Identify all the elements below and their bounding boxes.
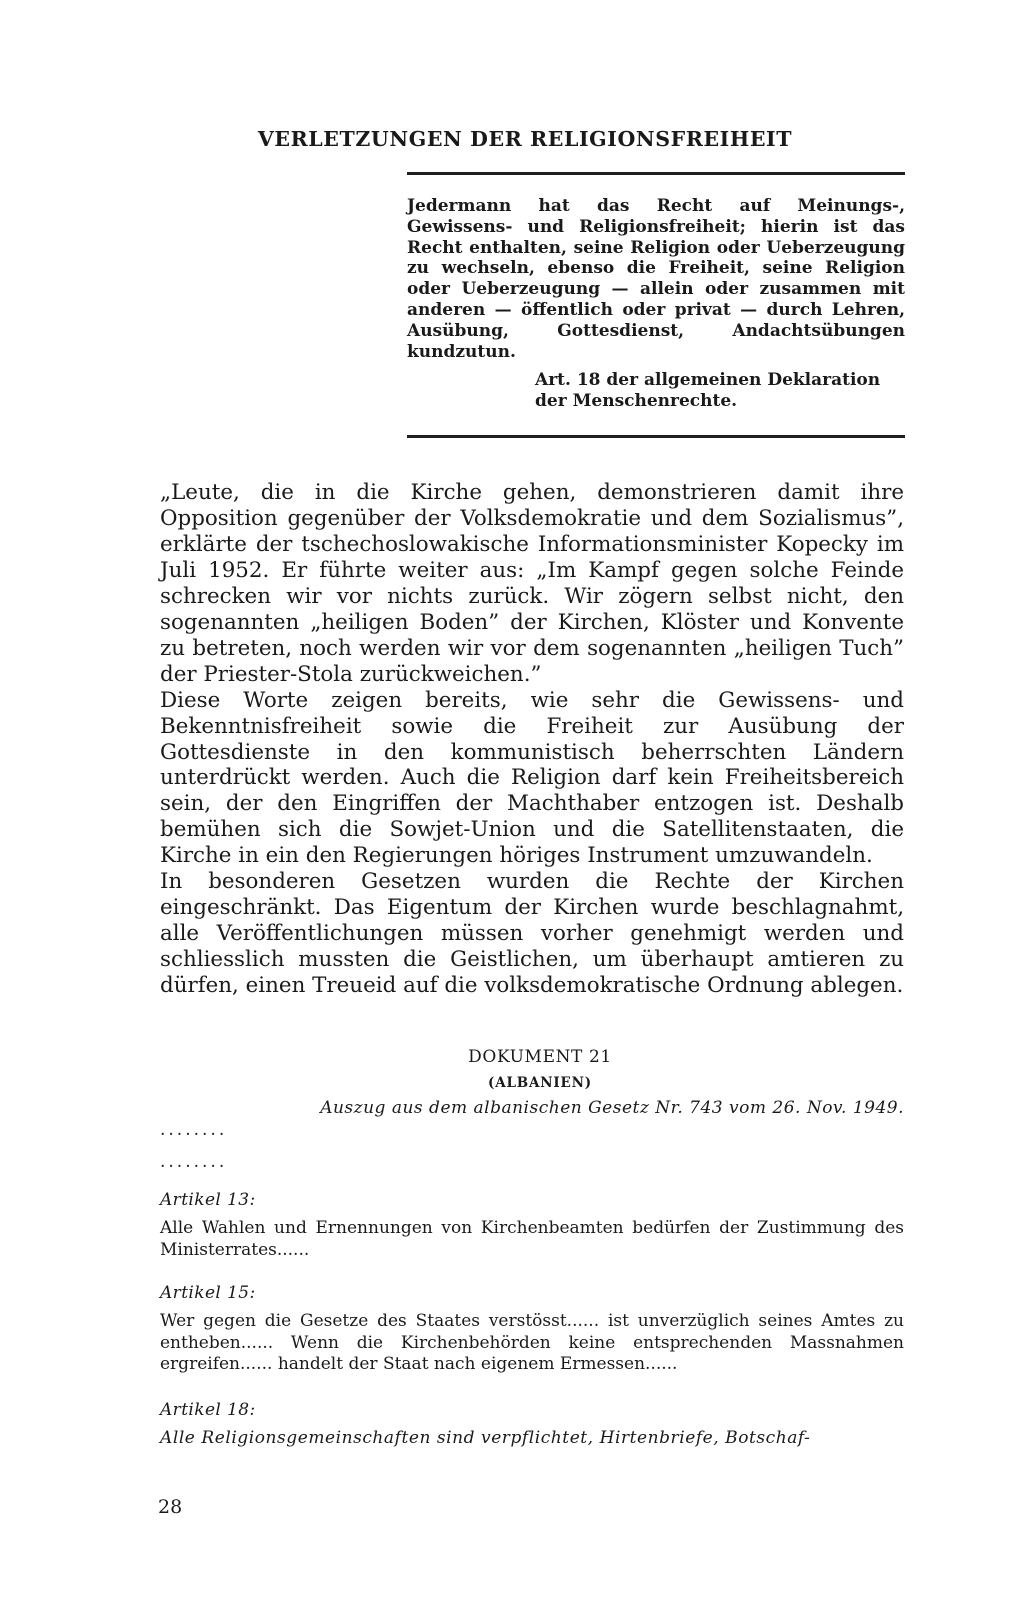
ellipsis-line-1: ........ bbox=[160, 1120, 228, 1140]
article-18-heading: Artikel 18: bbox=[160, 1400, 256, 1420]
body-text bbox=[160, 480, 904, 999]
motto-source-line-2: der Menschenrechte. bbox=[535, 390, 738, 411]
article-13-text: Alle Wahlen und Ernennungen von Kirchenbeamten bedürfen der Zustimmung des Ministerrates...... bbox=[160, 1218, 904, 1260]
page-number: 28 bbox=[158, 1496, 183, 1518]
document-heading: DOKUMENT 21 bbox=[468, 1047, 612, 1067]
motto-quote: Jedermann hat das Recht auf Meinungs-, Gewissens- und Religionsfreiheit; hierin ist das Recht enthalten, seine Religion oder Ueberzeugung zu wechseln, ebenso die Freiheit, seine Religion oder Ueberzeugung — allein oder zusammen mit anderen — öffentlich oder privat — durch Lehren, Ausübung, Gottesdienst, Andachtsübungen kundzutun. bbox=[407, 196, 905, 362]
article-13-heading: Artikel 13: bbox=[160, 1190, 256, 1210]
section-title: VERLETZUNGEN DER RELIGIONSFREIHEIT bbox=[257, 127, 793, 151]
article-15-heading: Artikel 15: bbox=[160, 1283, 256, 1303]
article-18-text: Alle Religionsgemeinschaften sind verpflichtet, Hirtenbriefe, Botschaf- bbox=[160, 1428, 811, 1448]
document-excerpt-caption: Auszug aus dem albanischen Gesetz Nr. 743 vom 26. Nov. 1949. bbox=[320, 1098, 904, 1118]
document-country: (ALBANIEN) bbox=[488, 1075, 592, 1091]
motto-source-line-1: Art. 18 der allgemeinen Deklaration bbox=[535, 370, 881, 390]
motto-bottom-rule bbox=[407, 435, 905, 438]
body-paragraph-3: In besonderen Gesetzen wurden die Rechte der Kirchen eingeschränkt. Das Eigentum der Kirchen wurde beschlagnahmt, alle Veröffentlichungen müssen vorher genehmigt werden und schliesslich mussten die Geistlichen, um überhaupt amtieren zu dürfen, einen Treueid auf die volksdemokratische Ordnung ablegen. bbox=[160, 869, 904, 999]
ellipsis-line-2: ........ bbox=[160, 1152, 228, 1172]
motto-top-rule bbox=[407, 172, 905, 175]
motto-source bbox=[535, 370, 905, 412]
article-15-text: Wer gegen die Gesetze des Staates verstösst...... ist unverzüglich seines Amtes zu entheben...... Wenn die Kirchenbehörden keine entsprechenden Massnahmen ergreifen...... handelt der Staat nach eigenem Ermessen...... bbox=[160, 1311, 904, 1374]
body-paragraph-2: Diese Worte zeigen bereits, wie sehr die Gewissens- und Bekenntnisfreiheit sowie die Freiheit zur Ausübung der Gottesdienste in den kommunistisch beherrschten Ländern unterdrückt werden. Auch die Religion darf kein Freiheitsbereich sein, der den Eingriffen der Machthaber entzogen ist. Deshalb bemühen sich die Sowjet-Union und die Satellitenstaaten, die Kirche in ein den Regierungen höriges Instrument umzuwandeln. bbox=[160, 687, 904, 869]
body-paragraph-1: „Leute, die in die Kirche gehen, demonstrieren damit ihre Opposition gegenüber der Volksdemokratie und dem Sozialismus”, erklärte der tschechoslowakische Informationsminister Kopecky im Juli 1952. Er führte weiter aus: „Im Kampf gegen solche Feinde schrecken wir vor nichts zurück. Wir zögern selbst nicht, den sogenannten „heiligen Boden” der Kirchen, Klöster und Konvente zu betreten, noch werden wir vor dem sogenannten „heiligen Tuch” der Priester-Stola zurückweichen.” bbox=[160, 480, 904, 687]
